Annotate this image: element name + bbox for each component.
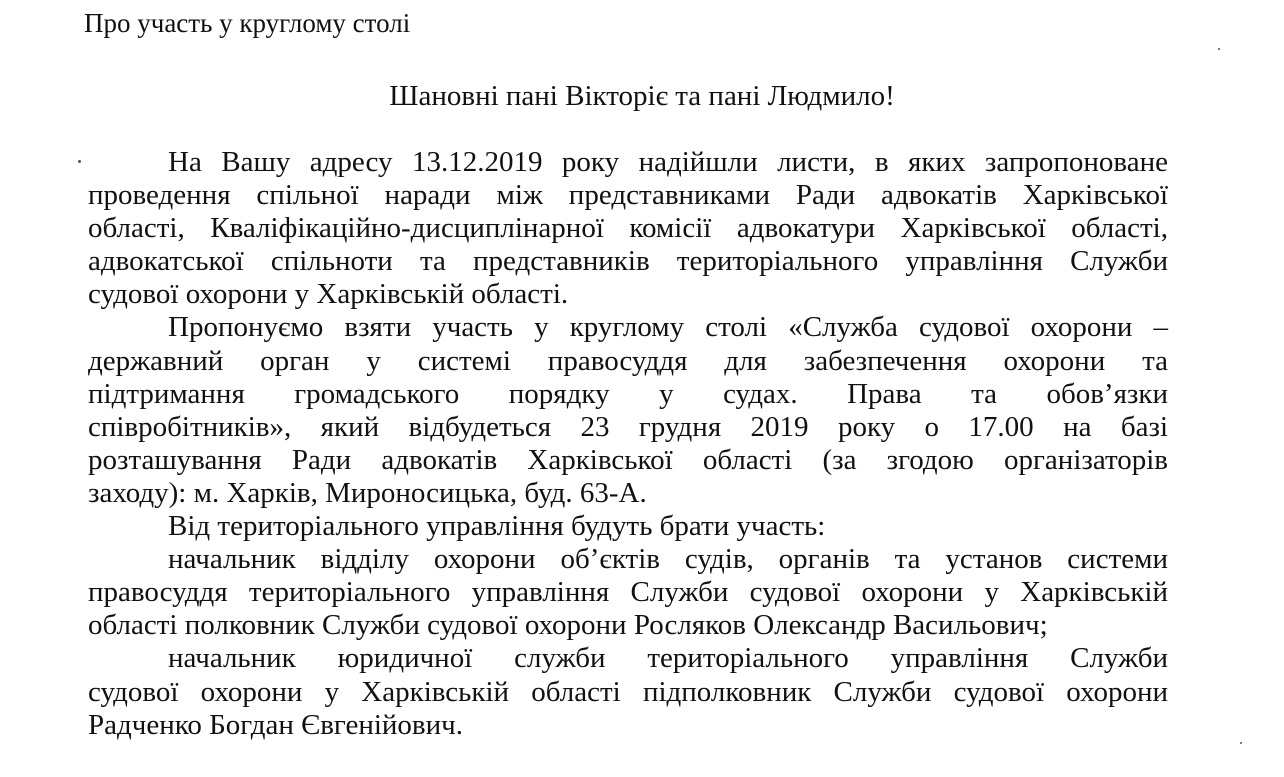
paragraph-participant-roslyakov (88, 543, 1168, 642)
text-line: На Вашу адресу 13.12.2019 року надійшли листи, в яких запропоноване (168, 146, 1168, 178)
text-line: заходу): м. Харків, Мироносицька, буд. 63-А. (88, 476, 647, 509)
paragraph-invitation-received (88, 146, 1168, 311)
text-line: Від територіального управління будуть брати участь: (168, 510, 826, 543)
text-line: адвокатської спільноти та представників територіального управління Служби (88, 245, 1168, 278)
scan-speck (78, 160, 81, 163)
text-line: Пропонуємо взяти участь у круглому столі «Служба судової охорони – (168, 311, 1168, 344)
text-line: начальник юридичної служби територіального управління Служби (168, 642, 1168, 675)
text-line: судової охорони у Харківській області підполковник Служби судової охорони (88, 675, 1168, 708)
scan-speck (1240, 742, 1242, 744)
text-line: начальник відділу охорони об’єктів судів, органів та установ системи (168, 543, 1168, 576)
text-line: Радченко Богдан Євгенійович. (88, 708, 463, 741)
text-line: проведення спільної наради між представниками Ради адвокатів Харківської (88, 179, 1168, 212)
text-line: правосуддя територіального управління Служби судової охорони у Харківській (88, 576, 1168, 609)
text-line: співробітників», який відбудеться 23 грудня 2019 року о 17.00 на базі (88, 410, 1168, 443)
text-line: судової охорони у Харківській області. (88, 278, 569, 311)
paragraph-round-table-proposal (88, 311, 1168, 510)
text-line: державний орган у системі правосуддя для забезпечення охорони та (88, 344, 1168, 377)
paragraph-participant-radchenko (88, 642, 1168, 741)
text-line: підтримання громадського порядку у судах. Права та обов’язки (88, 377, 1168, 410)
paragraph-participants-intro (88, 510, 1168, 543)
scan-speck (1218, 48, 1220, 50)
text-line: розташування Ради адвокатів Харківської області (за згодою організаторів (88, 443, 1168, 476)
text-line: області, Кваліфікаційно-дисциплінарної комісії адвокатури Харківської області, (88, 212, 1168, 245)
letter-salutation: Шановні пані Вікторіє та пані Людмило! (389, 80, 895, 112)
text-line: області полковник Служби судової охорони Росляков Олександр Васильович; (88, 609, 1048, 642)
letter-subject: Про участь у круглому столі (84, 8, 411, 38)
letter-body (88, 146, 1168, 742)
